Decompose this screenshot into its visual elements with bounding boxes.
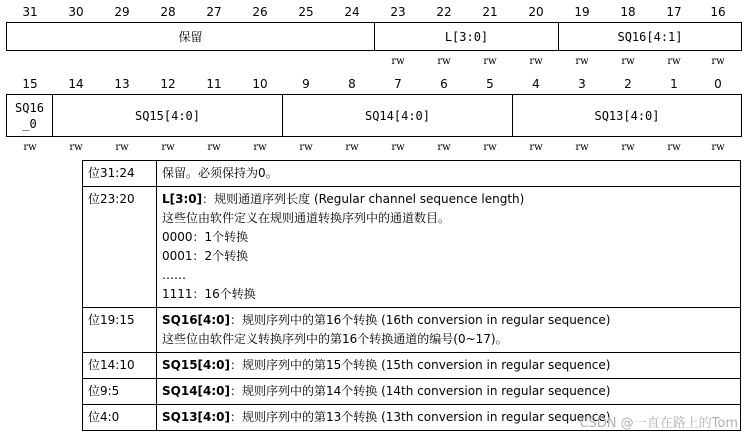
field-label: L[3:0] (444, 29, 489, 44)
bit-number: 17 (666, 5, 682, 19)
bit-number: 15 (22, 77, 38, 91)
bit-number: 10 (252, 77, 268, 91)
bit-number: 18 (620, 5, 636, 19)
access-rw: rw (23, 142, 37, 153)
field-sq14 (283, 95, 513, 136)
bit-number: 29 (114, 5, 130, 19)
access-rw: rw (711, 56, 725, 67)
bit-number: 14 (68, 77, 84, 91)
description-line: 这些位由软件定义转换序列中的第16个转换通道的编号(0~17)。 (162, 332, 508, 346)
field-label: SQ16[4:1] (617, 29, 683, 44)
description-line (162, 190, 735, 209)
bit-number: 16 (710, 5, 726, 19)
bit-description (157, 379, 741, 405)
field-label: SQ14[4:0] (364, 108, 431, 123)
table-row (83, 161, 741, 187)
bit-number: 0 (714, 77, 722, 91)
table-row (83, 187, 741, 308)
field-sq16-upper (559, 23, 741, 50)
access-rw: rw (529, 56, 543, 67)
bit-number: 21 (482, 5, 498, 19)
description-line: 1111：16个转换 (162, 287, 256, 301)
bit-description (157, 187, 741, 308)
bit-range: 位31:24 (83, 161, 157, 187)
bit-number: 24 (344, 5, 360, 19)
bit-number: 20 (528, 5, 544, 19)
field-label: 保留 (178, 30, 203, 44)
access-rw: rw (621, 56, 635, 67)
access-rw: rw (161, 142, 175, 153)
bit-range: 位14:10 (83, 353, 157, 379)
access-rw: rw (69, 142, 83, 153)
field-name: SQ14[4:0] (162, 384, 231, 398)
bit-number: 9 (302, 77, 310, 91)
bit-number: 7 (394, 77, 402, 91)
field-label: SQ13[4:0] (594, 108, 660, 123)
field-name: SQ16[4:0] (162, 313, 231, 327)
field-sq16-bit0 (7, 95, 53, 136)
access-rw: rw (207, 142, 221, 153)
bit-number: 4 (532, 77, 540, 91)
access-rw: rw (483, 142, 497, 153)
access-rw: rw (621, 142, 635, 153)
bit-number: 5 (486, 77, 494, 91)
access-rw: rw (667, 142, 681, 153)
field-sq15 (53, 95, 283, 136)
access-rw: rw (437, 56, 451, 67)
bit-description (157, 161, 741, 187)
bit-number: 2 (624, 77, 632, 91)
bit-number: 3 (578, 77, 586, 91)
description-text: ：规则通道序列长度 (Regular channel sequence length) (202, 192, 525, 206)
field-name: L[3:0] (162, 192, 203, 206)
access-rw: rw (391, 56, 405, 67)
bit-number: 25 (298, 5, 314, 19)
bit-number: 13 (114, 77, 130, 91)
register-upper-row (6, 22, 742, 51)
field-label: SQ15[4:0] (134, 108, 201, 123)
description-line: …… (162, 268, 186, 282)
bit-description-table (82, 160, 741, 431)
bit-range: 位23:20 (83, 187, 157, 308)
bit-range: 位19:15 (83, 308, 157, 353)
access-rw: rw (115, 142, 129, 153)
table-row (83, 308, 741, 353)
description-line (162, 382, 735, 401)
description-text: ：规则序列中的第13个转换 (13th conversion in regular sequence) (230, 410, 611, 424)
watermark: CSDN @一直在路上的Tom (579, 416, 738, 431)
bit-number: 28 (160, 5, 176, 19)
bit-number: 23 (390, 5, 406, 19)
access-rw: rw (437, 142, 451, 153)
bit-number: 19 (574, 5, 590, 19)
field-name: SQ15[4:0] (162, 358, 231, 372)
access-rw: rw (575, 142, 589, 153)
description-line (162, 356, 735, 375)
bit-description (157, 353, 741, 379)
access-rw: rw (667, 56, 681, 67)
description-line: 这些位由软件定义在规则通道转换序列中的通道数目。 (162, 211, 451, 225)
description-line (162, 311, 735, 330)
bit-range: 位9:5 (83, 379, 157, 405)
bit-number: 27 (206, 5, 222, 19)
field-reserved (7, 23, 375, 50)
field-label: _0 (22, 116, 37, 131)
access-rw: rw (529, 142, 543, 153)
access-rw: rw (483, 56, 497, 67)
description-line: 保留。必须保持为0。 (162, 166, 278, 180)
description-text: ：规则序列中的第15个转换 (15th conversion in regular sequence) (230, 358, 611, 372)
field-l (375, 23, 559, 50)
description-text: ：规则序列中的第14个转换 (14th conversion in regular sequence) (230, 384, 611, 398)
bit-number: 26 (252, 5, 268, 19)
access-rw: rw (253, 142, 267, 153)
description-line: 0000：1个转换 (162, 230, 249, 244)
field-name: SQ13[4:0] (162, 410, 231, 424)
bit-number: 8 (348, 77, 356, 91)
table-row (83, 379, 741, 405)
bit-number: 1 (670, 77, 678, 91)
bit-number: 6 (440, 77, 448, 91)
access-rw: rw (575, 56, 589, 67)
bit-number: 12 (160, 77, 176, 91)
description-text: ：规则序列中的第16个转换 (16th conversion in regular sequence) (230, 313, 611, 327)
bit-number: 11 (206, 77, 222, 91)
description-line: 0001：2个转换 (162, 249, 249, 263)
register-lower-row (6, 94, 742, 137)
bit-number: 31 (22, 5, 38, 19)
bit-description (157, 308, 741, 353)
bit-number: 30 (68, 5, 84, 19)
table-row (83, 353, 741, 379)
access-rw: rw (711, 142, 725, 153)
field-label: SQ16 (15, 100, 44, 115)
access-rw: rw (299, 142, 313, 153)
access-rw: rw (345, 142, 359, 153)
access-rw: rw (391, 142, 405, 153)
bit-number: 22 (436, 5, 452, 19)
field-sq13 (513, 95, 741, 136)
bit-range: 位4:0 (83, 405, 157, 431)
